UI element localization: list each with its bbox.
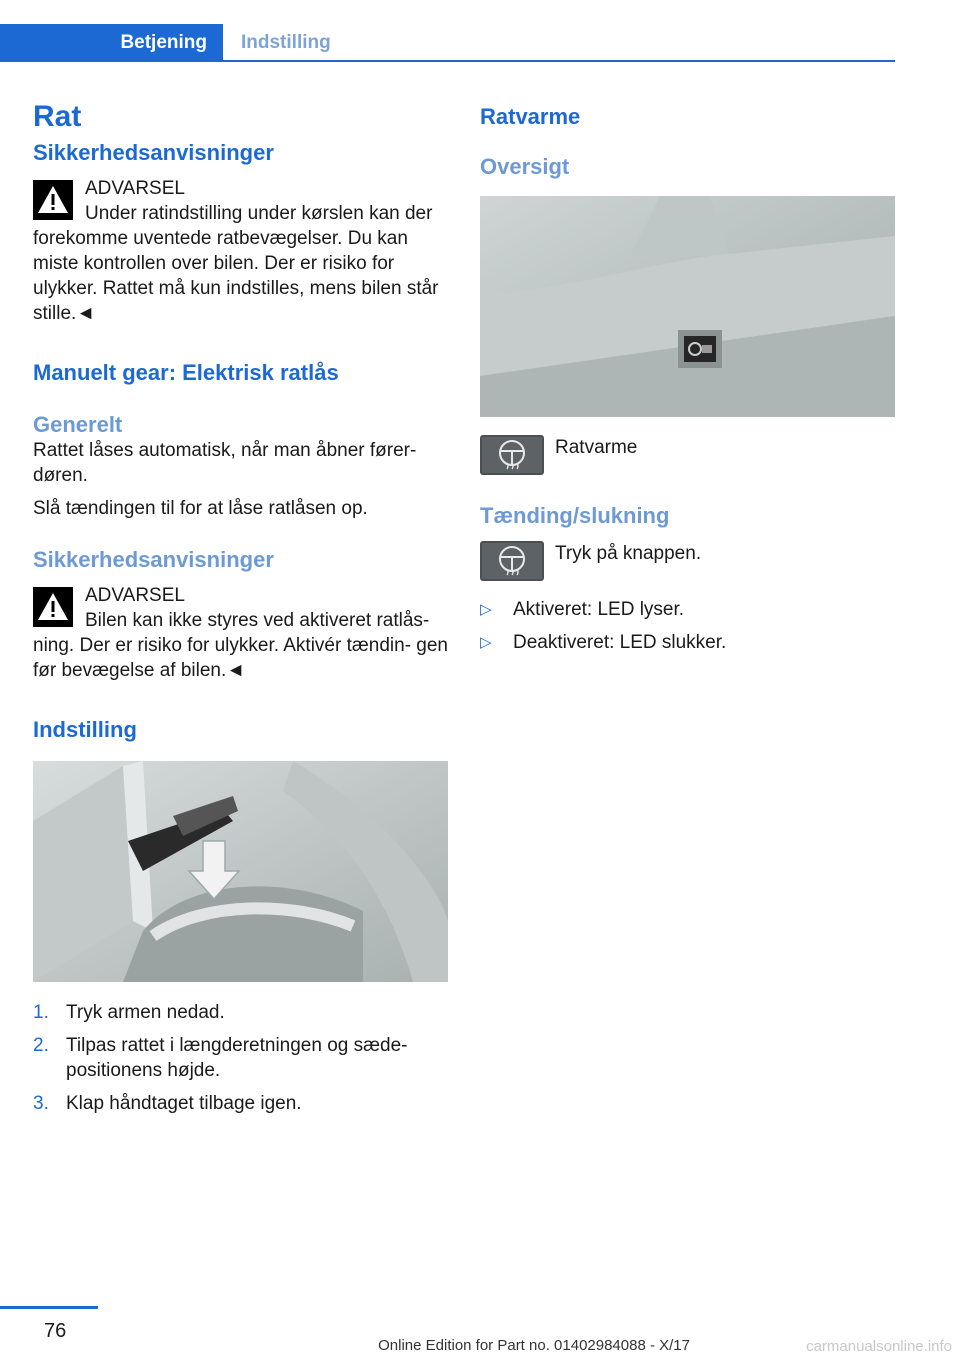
tab-betjening[interactable]: Betjening	[0, 24, 223, 62]
page-title: Rat	[33, 100, 82, 133]
steps-list	[33, 1000, 448, 1116]
warning-text: Under ratindstilling under kørslen kan der forekomme uventede ratbevægelser. Du kan miste kontrollen over bilen. Der er risiko for ulykker. Rattet må kun indstilles, mens bilen står stille.◄	[33, 203, 439, 324]
list-item	[33, 1091, 448, 1116]
step-number: 3.	[33, 1093, 49, 1114]
step-text: Klap håndtaget tilbage igen.	[66, 1093, 302, 1114]
status-list	[480, 597, 895, 655]
subheading-overview: Oversigt	[480, 154, 570, 179]
step-text: Tilpas rattet i længderetningen og sæde- positionens højde.	[66, 1035, 408, 1081]
step-number: 1.	[33, 1002, 49, 1023]
steering-heat-button-illustration	[480, 196, 895, 417]
section-heading-safety-2: Sikkerhedsanvisninger	[33, 547, 274, 572]
subheading-on-off: Tænding/slukning	[480, 503, 670, 528]
tab-indstilling[interactable]: Indstilling	[241, 32, 331, 53]
section-heading-steering-lock: Manuelt gear: Elektrisk ratlås	[33, 360, 339, 385]
triangle-bullet-icon: ▷	[480, 601, 492, 618]
heat-button-legend	[480, 435, 895, 479]
warning-title: ADVARSEL	[85, 585, 185, 606]
paragraph-unlock: Slå tændingen til for at låse ratlåsen op.	[33, 498, 368, 519]
warning-text: Bilen kan ikke styres ved aktiveret ratlås- ning. Der er risiko for ulykker. Aktivér tændin- gen før bevægelse af bilen.◄	[33, 610, 449, 681]
list-item	[480, 630, 895, 655]
paragraph-auto-lock: Rattet låses automatisk, når man åbner fører- døren.	[33, 440, 417, 486]
footer-rule	[0, 1306, 98, 1309]
warning-block-1	[33, 176, 448, 326]
page-number: 76	[44, 1320, 67, 1342]
list-item	[480, 597, 895, 622]
edition-text: Online Edition for Part no. 01402984088 - X/17	[378, 1337, 690, 1354]
header-rule	[0, 60, 895, 62]
watermark[interactable]: carmanualsonline.info	[806, 1338, 952, 1355]
section-heading-adjustment: Indstilling	[33, 717, 137, 742]
steering-wheel-heat-icon	[480, 435, 544, 475]
list-item	[33, 1000, 448, 1025]
status-text: Deaktiveret: LED slukker.	[513, 632, 727, 653]
steering-lever-illustration	[33, 761, 448, 982]
press-button-instruction	[480, 541, 895, 585]
warning-block-2	[33, 583, 448, 683]
list-item	[33, 1033, 448, 1083]
status-text: Aktiveret: LED lyser.	[513, 599, 685, 620]
header-tabbar	[0, 24, 895, 62]
press-button-text: Tryk på knappen.	[555, 543, 702, 564]
warning-triangle-icon	[33, 180, 73, 220]
heat-button-label: Ratvarme	[555, 437, 638, 458]
step-number: 2.	[33, 1035, 49, 1056]
section-heading-steering-heat: Ratvarme	[480, 104, 581, 129]
left-column	[33, 100, 448, 1124]
warning-triangle-icon	[33, 587, 73, 627]
steering-wheel-heat-icon	[480, 541, 544, 581]
triangle-bullet-icon: ▷	[480, 634, 492, 651]
warning-title: ADVARSEL	[85, 178, 185, 199]
step-text: Tryk armen nedad.	[66, 1002, 225, 1023]
subheading-general: Generelt	[33, 412, 123, 437]
section-heading-safety-1: Sikkerhedsanvisninger	[33, 140, 274, 165]
right-column	[480, 100, 895, 663]
